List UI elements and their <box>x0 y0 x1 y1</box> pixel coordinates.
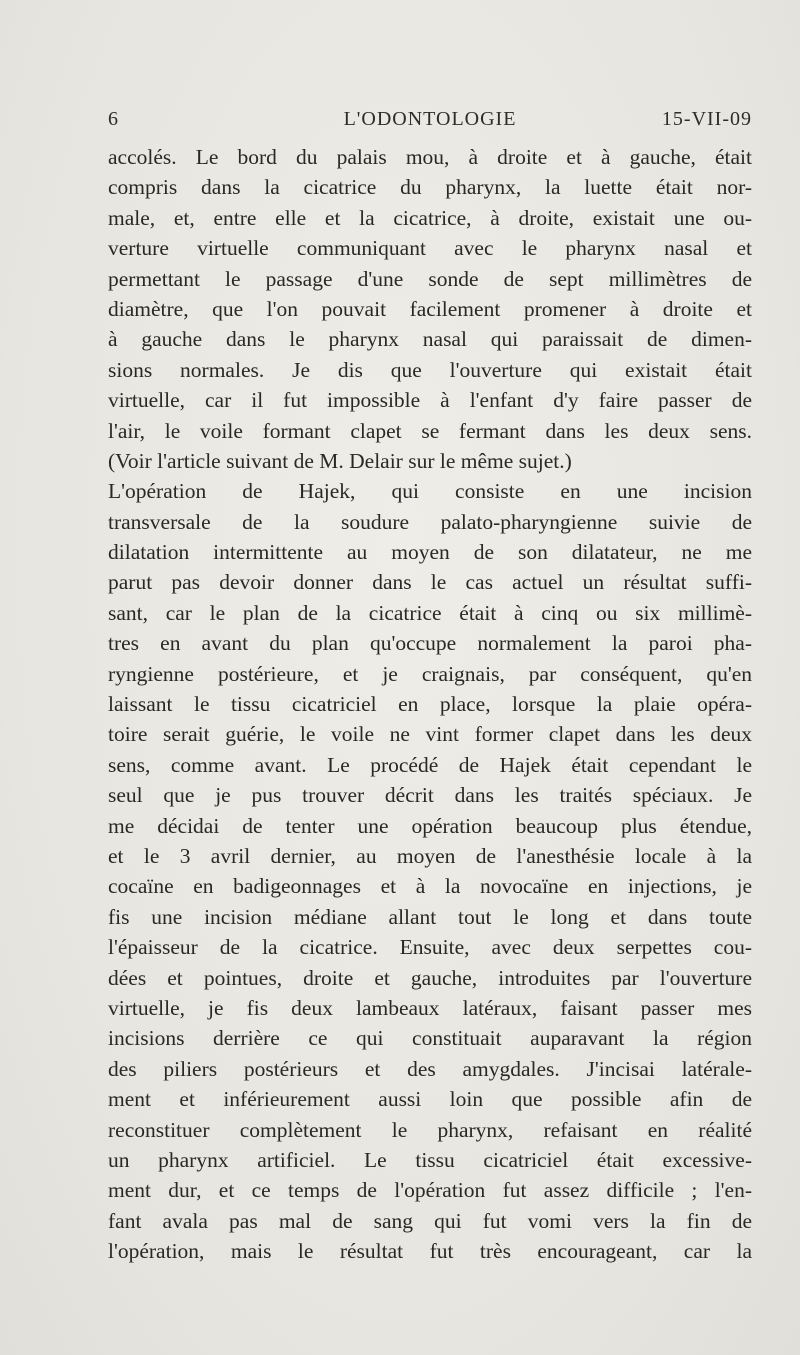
text-line: et le 3 avril dernier, au moyen de l'anesthésie locale à la <box>108 843 752 868</box>
text-line: transversale de la soudure palato-pharyngienne suivie de <box>108 509 752 534</box>
text-line: me décidai de tenter une opération beaucoup plus étendue, <box>108 813 752 838</box>
text-line: toire serait guérie, le voile ne vint former clapet dans les deux <box>108 722 752 747</box>
text-line: ment et inférieurement aussi loin que possible afin de <box>108 1087 752 1112</box>
text-line: ment dur, et ce temps de l'opération fut assez difficile ; l'en- <box>108 1178 752 1203</box>
page-number: 6 <box>108 108 118 130</box>
text-line: male, et, entre elle et la cicatrice, à droite, existait une ou- <box>108 205 752 230</box>
text-line: sant, car le plan de la cicatrice était à cinq ou six millimè- <box>108 600 752 625</box>
text-line: l'épaisseur de la cicatrice. Ensuite, avec deux serpettes cou- <box>108 935 752 960</box>
text-line: tres en avant du plan qu'occupe normalement la paroi pha- <box>108 631 752 656</box>
body-text <box>108 142 752 1266</box>
text-line: dées et pointues, droite et gauche, introduites par l'ouverture <box>108 965 752 990</box>
journal-title: L'ODONTOLOGIE <box>343 108 517 130</box>
text-line: diamètre, que l'on pouvait facilement promener à droite et <box>108 296 752 321</box>
text-line: virtuelle, je fis deux lambeaux latéraux, faisant passer mes <box>108 995 752 1020</box>
text-line: accolés. Le bord du palais mou, à droite et à gauche, était <box>108 145 752 169</box>
text-line: L'opération de Hajek, qui consiste en une incision <box>108 479 752 504</box>
text-line: seul que je pus trouver décrit dans les traités spéciaux. Je <box>108 783 752 808</box>
text-line: compris dans la cicatrice du pharynx, la luette était nor- <box>108 175 752 200</box>
text-line: ryngienne postérieure, et je craignais, par conséquent, qu'en <box>108 661 752 686</box>
text-line: sions normales. Je dis que l'ouverture qui existait était <box>108 357 752 382</box>
text-line: parut pas devoir donner dans le cas actuel un résultat suffi- <box>108 570 752 595</box>
text-line: verture virtuelle communiquant avec le pharynx nasal et <box>108 236 752 261</box>
text-line: laissant le tissu cicatriciel en place, lorsque la plaie opéra- <box>108 692 752 717</box>
text-line: à gauche dans le pharynx nasal qui paraissait de dimen- <box>108 327 752 352</box>
text-line: reconstituer complètement le pharynx, refaisant en réalité <box>108 1117 752 1142</box>
text-line: l'air, le voile formant clapet se fermant dans les deux sens. <box>108 418 752 443</box>
text-line: fant avala pas mal de sang qui fut vomi vers la fin de <box>108 1208 752 1233</box>
text-line: (Voir l'article suivant de M. Delair sur le même sujet.) <box>108 448 572 473</box>
text-line: virtuelle, car il fut impossible à l'enfant d'y faire passer de <box>108 388 752 413</box>
text-line: sens, comme avant. Le procédé de Hajek était cependant le <box>108 752 752 777</box>
text-line: des piliers postérieurs et des amygdales. J'incisai latérale- <box>108 1056 752 1081</box>
text-line: l'opération, mais le résultat fut très encourageant, car la <box>108 1239 752 1264</box>
text-line: cocaïne en badigeonnages et à la novocaïne en injections, je <box>108 874 752 899</box>
text-line: un pharynx artificiel. Le tissu cicatriciel était excessive- <box>108 1147 752 1172</box>
running-head <box>108 108 752 138</box>
text-line: fis une incision médiane allant tout le long et dans toute <box>108 904 752 929</box>
text-line: permettant le passage d'une sonde de sept millimètres de <box>108 266 752 291</box>
text-line: incisions derrière ce qui constituait auparavant la région <box>108 1026 752 1051</box>
text-line: dilatation intermittente au moyen de son dilatateur, ne me <box>108 540 752 565</box>
issue-date: 15-VII-09 <box>661 108 752 130</box>
